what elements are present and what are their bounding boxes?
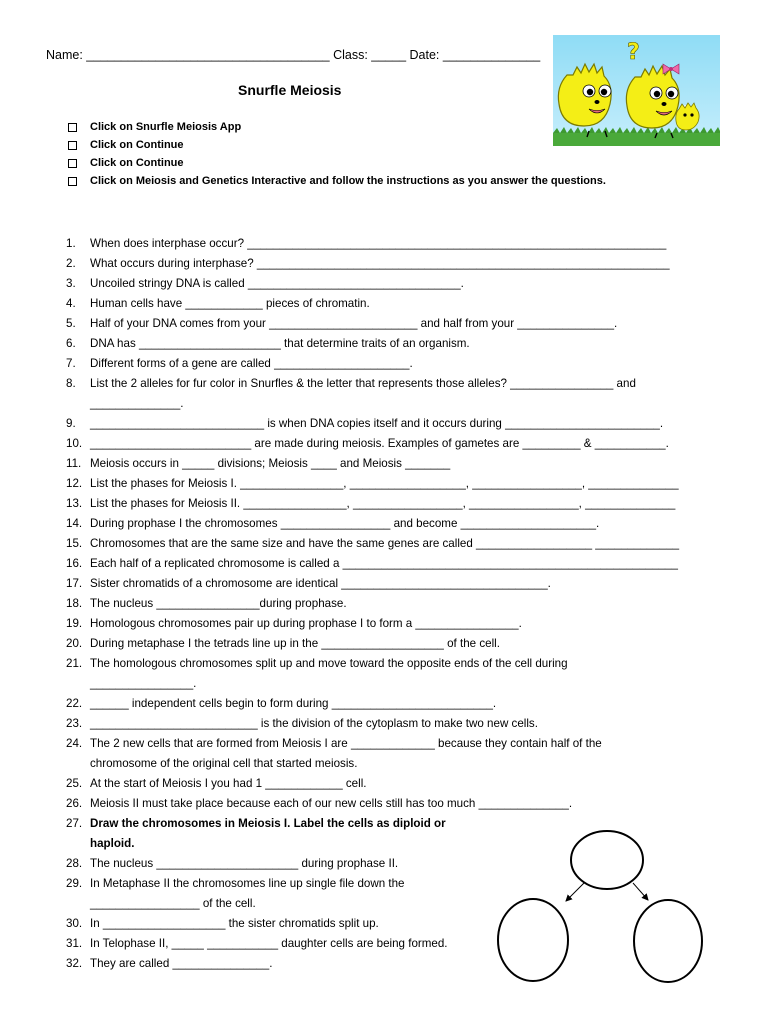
question-text: They are called _______________.: [90, 957, 273, 970]
question-item: [66, 414, 736, 434]
question-item: [66, 774, 736, 794]
question-item: [66, 594, 736, 614]
question-text: Uncoiled stringy DNA is called _________________________________.: [90, 277, 464, 290]
question-text: The nucleus ________________during prophase.: [90, 597, 347, 610]
checkbox[interactable]: [68, 177, 77, 186]
question-number: 22.: [66, 697, 83, 710]
question-number: 2.: [66, 257, 76, 270]
question-number: 14.: [66, 517, 83, 530]
student-info-line: Name: ___________________________________ Class: _____ Date: ______________: [46, 48, 541, 62]
question-item: [66, 714, 736, 734]
question-text: __________________________ is the division of the cytoplasm to make two new cells.: [90, 717, 538, 730]
checkbox[interactable]: [68, 141, 77, 150]
question-text: When does interphase occur? _________________________________________________________________: [90, 237, 667, 250]
question-number: 16.: [66, 557, 83, 570]
instruction-checklist: [68, 118, 606, 190]
question-number: 6.: [66, 337, 76, 350]
question-number: 19.: [66, 617, 83, 630]
question-text: At the start of Meiosis I you had 1 ____________ cell.: [90, 777, 367, 790]
question-text: The nucleus ______________________ during prophase II.: [90, 857, 399, 870]
question-item: [66, 254, 736, 274]
question-text: Meiosis II must take place because each of our new cells still has too much ______________.: [90, 797, 573, 810]
question-number: 10.: [66, 437, 83, 450]
question-text: Sister chromatids of a chromosome are identical ________________________________.: [90, 577, 551, 590]
svg-text:?: ?: [627, 40, 640, 65]
question-text: ______________.: [90, 397, 184, 410]
question-item: [66, 694, 736, 714]
question-item: [66, 534, 736, 554]
question-text: ________________.: [90, 677, 197, 690]
question-number: 26.: [66, 797, 83, 810]
checklist-item-label: Click on Meiosis and Genetics Interactive and follow the instructions as you answer the questions.: [90, 175, 606, 187]
checklist-item-label: Click on Snurfle Meiosis App: [90, 121, 242, 133]
question-number: 29.: [66, 877, 83, 890]
question-text: Half of your DNA comes from your _______________________ and half from your _______________.: [90, 317, 618, 330]
question-item: [66, 274, 736, 294]
question-text: In ___________________ the sister chromatids split up.: [90, 917, 379, 930]
question-number: 24.: [66, 737, 83, 750]
question-number: 12.: [66, 477, 83, 490]
question-item: [66, 374, 736, 394]
question-number: 3.: [66, 277, 76, 290]
question-text: Draw the chromosomes in Meiosis I. Label the cells as diploid or: [90, 817, 446, 830]
question-text: The homologous chromosomes split up and move toward the opposite ends of the cell during: [90, 657, 568, 670]
question-item: [66, 634, 736, 654]
question-text: Different forms of a gene are called _____________________.: [90, 357, 413, 370]
question-number: 1.: [66, 237, 76, 250]
question-item: [66, 294, 736, 314]
question-text: What occurs during interphase? ________________________________________________________________: [90, 257, 670, 270]
question-continuation: [66, 674, 736, 694]
question-number: 7.: [66, 357, 76, 370]
question-continuation: [66, 754, 736, 774]
question-number: 23.: [66, 717, 83, 730]
question-text: Each half of a replicated chromosome is called a ____________________________________________________: [90, 557, 678, 570]
checklist-item: [68, 118, 606, 136]
question-number: 15.: [66, 537, 83, 550]
question-item: [66, 734, 736, 754]
daughter-cell-right: [634, 900, 702, 982]
question-text: List the 2 alleles for fur color in Snurfles & the letter that represents those alleles? ________________ and: [90, 377, 636, 390]
question-text: List the phases for Meiosis I. ________________, __________________, _________________, ______________: [90, 477, 679, 490]
question-text: In Telophase II, _____ ___________ daughter cells are being formed.: [90, 937, 448, 950]
question-number: 32.: [66, 957, 83, 970]
question-number: 13.: [66, 497, 83, 510]
question-item: [66, 334, 736, 354]
question-number: 21.: [66, 657, 83, 670]
question-text: chromosome of the original cell that started meiosis.: [90, 757, 358, 770]
question-text: List the phases for Meiosis II. ________________, _________________, _________________, ______________: [90, 497, 676, 510]
question-text: During prophase I the chromosomes _________________ and become _____________________.: [90, 517, 600, 530]
arrow-left: [566, 883, 584, 901]
question-number: 11.: [66, 457, 82, 470]
question-number: 18.: [66, 597, 83, 610]
question-item: [66, 234, 736, 254]
question-item: [66, 514, 736, 534]
parent-cell: [571, 831, 643, 889]
question-item: [66, 474, 736, 494]
question-number: 5.: [66, 317, 76, 330]
question-text: Human cells have ____________ pieces of chromatin.: [90, 297, 370, 310]
question-text: During metaphase I the tetrads line up in the ___________________ of the cell.: [90, 637, 500, 650]
question-item: [66, 494, 736, 514]
snurfle-picture: [553, 35, 720, 146]
checklist-item: [68, 172, 606, 190]
question-item: [66, 614, 736, 634]
question-number: 28.: [66, 857, 83, 870]
checklist-item: [68, 136, 606, 154]
question-item: [66, 654, 736, 674]
question-number: 20.: [66, 637, 83, 650]
checkbox[interactable]: [68, 159, 77, 168]
checklist-item-label: Click on Continue: [90, 139, 184, 151]
meiosis-cell-diagram: [496, 828, 736, 988]
page-title: Snurfle Meiosis: [238, 82, 342, 98]
question-number: 4.: [66, 297, 76, 310]
question-number: 25.: [66, 777, 83, 790]
question-text: haploid.: [90, 837, 135, 850]
question-item: [66, 314, 736, 334]
question-text: The 2 new cells that are formed from Meiosis I are _____________ because they contain half of the: [90, 737, 602, 750]
question-text: In Metaphase II the chromosomes line up single file down the: [90, 877, 405, 890]
question-text: _________________________ are made during meiosis. Examples of gametes are _________ & ___________.: [90, 437, 669, 450]
question-text: Meiosis occurs in _____ divisions; Meiosis ____ and Meiosis _______: [90, 457, 451, 470]
question-item: [66, 454, 736, 474]
arrow-right: [633, 883, 648, 900]
question-text: DNA has ______________________ that determine traits of an organism.: [90, 337, 470, 350]
question-number: 27.: [66, 817, 83, 830]
question-item: [66, 354, 736, 374]
question-number: 9.: [66, 417, 76, 430]
question-text: Chromosomes that are the same size and have the same genes are called __________________ _____________: [90, 537, 680, 550]
checklist-item: [68, 154, 606, 172]
question-number: 30.: [66, 917, 83, 930]
question-text: ______ independent cells begin to form during _________________________.: [90, 697, 497, 710]
question-text: Homologous chromosomes pair up during prophase I to form a ________________.: [90, 617, 522, 630]
question-text: _________________ of the cell.: [90, 897, 256, 910]
question-text: ___________________________ is when DNA copies itself and it occurs during ________________________.: [90, 417, 664, 430]
question-item: [66, 574, 736, 594]
question-continuation: [66, 394, 736, 414]
question-number: 31.: [66, 937, 83, 950]
question-number: 17.: [66, 577, 83, 590]
question-item: [66, 554, 736, 574]
question-number: 8.: [66, 377, 76, 390]
checklist-item-label: Click on Continue: [90, 157, 184, 169]
checkbox[interactable]: [68, 123, 77, 132]
question-item: [66, 794, 736, 814]
question-item: [66, 434, 736, 454]
daughter-cell-left: [498, 899, 568, 981]
